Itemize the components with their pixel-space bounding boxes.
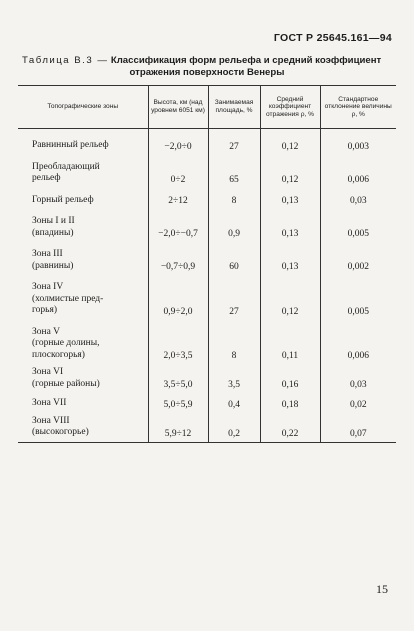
cell-height: 2,0÷3,5: [148, 320, 208, 365]
table-header-row: [18, 86, 396, 129]
table-row: [18, 320, 396, 365]
cell-reflectance: 0,11: [260, 320, 320, 365]
cell-zone-line: (впадины): [32, 227, 74, 238]
cell-zone: [18, 155, 148, 188]
cell-reflectance: 0,22: [260, 413, 320, 443]
cell-zone: [18, 129, 148, 155]
cell-stdev: 0,005: [320, 209, 396, 242]
cell-height: 3,5÷5,0: [148, 364, 208, 393]
cell-area: 3,5: [208, 364, 260, 393]
cell-reflectance: 0,12: [260, 129, 320, 155]
cell-zone-line: Зоны I и II: [32, 216, 75, 226]
cell-zone: [18, 320, 148, 365]
cell-area: 0,2: [208, 413, 260, 443]
cell-height: −0,7÷0,9: [148, 242, 208, 275]
cell-zone-line: Зона VIII: [32, 415, 70, 426]
cell-area: 27: [208, 275, 260, 320]
cell-reflectance: 0,13: [260, 242, 320, 275]
cell-zone-line: (высокогорье): [32, 427, 89, 437]
cell-reflectance: 0,16: [260, 364, 320, 393]
table-row: [18, 242, 396, 275]
cell-stdev: 0,03: [320, 188, 396, 210]
cell-zone-line: (горные районы): [32, 378, 100, 389]
table-caption-lead: Таблица В.3 —: [22, 55, 109, 66]
table-body: [18, 129, 396, 443]
cell-height: 2÷12: [148, 188, 208, 210]
cell-stdev: 0,006: [320, 320, 396, 365]
cell-zone-line: (горные долины,: [32, 338, 100, 348]
column-header-reflectance: Средний коэффициент отражения ρ, %: [260, 86, 320, 129]
cell-area: 0,4: [208, 393, 260, 413]
cell-height: −2,0÷−0,7: [148, 209, 208, 242]
cell-reflectance: 0,12: [260, 155, 320, 188]
cell-height: 5,0÷5,9: [148, 393, 208, 413]
cell-stdev: 0,005: [320, 275, 396, 320]
table-row: [18, 275, 396, 320]
cell-stdev: 0,03: [320, 364, 396, 393]
table-caption-title-line2: отражения поверхности Венеры: [129, 67, 285, 78]
cell-zone-line: Зона VI: [32, 367, 64, 377]
cell-zone-line: Зона IV: [32, 282, 64, 292]
cell-height: −2,0÷0: [148, 129, 208, 155]
table-caption: [22, 55, 392, 79]
cell-reflectance: 0,13: [260, 188, 320, 210]
cell-height: 0,9÷2,0: [148, 275, 208, 320]
cell-reflectance: 0,18: [260, 393, 320, 413]
table-row: [18, 155, 396, 188]
cell-zone-line: рельеф: [32, 173, 61, 183]
cell-area: 8: [208, 188, 260, 210]
cell-zone-line: (равнины): [32, 260, 74, 271]
cell-area: 60: [208, 242, 260, 275]
cell-stdev: 0,02: [320, 393, 396, 413]
cell-zone-line: Зона V: [32, 326, 61, 337]
cell-stdev: 0,07: [320, 413, 396, 443]
cell-zone: [18, 188, 148, 210]
cell-zone: [18, 413, 148, 443]
cell-zone: [18, 364, 148, 393]
cell-reflectance: 0,13: [260, 209, 320, 242]
table-row: [18, 413, 396, 443]
cell-zone-line: Равнинный рельеф: [32, 140, 109, 150]
relief-classification-table: [18, 85, 396, 443]
column-header-height: Высота, км (над уровнем 6051 км): [148, 86, 208, 129]
cell-zone-line: горья): [32, 305, 58, 315]
cell-reflectance: 0,12: [260, 275, 320, 320]
column-header-zone: Топографические зоны: [18, 86, 148, 129]
table-row: [18, 209, 396, 242]
cell-zone: [18, 393, 148, 413]
document-header: ГОСТ Р 25645.161—94: [273, 32, 392, 44]
table-row: [18, 129, 396, 155]
cell-zone: [18, 275, 148, 320]
cell-zone-line: Зона VII: [32, 398, 67, 408]
cell-area: 8: [208, 320, 260, 365]
column-header-area: Занимаемая площадь, %: [208, 86, 260, 129]
cell-area: 65: [208, 155, 260, 188]
table-row: [18, 364, 396, 393]
cell-height: 5,9÷12: [148, 413, 208, 443]
table-row: [18, 393, 396, 413]
cell-zone-line: плоскогорья): [32, 349, 85, 360]
cell-height: 0÷2: [148, 155, 208, 188]
table-row: [18, 188, 396, 210]
page-number: 15: [376, 582, 388, 596]
cell-zone-line: Преобладающий: [32, 161, 100, 172]
cell-area: 27: [208, 129, 260, 155]
column-header-stdev: Стандартное отклонение величины ρ, %: [320, 86, 396, 129]
cell-stdev: 0,002: [320, 242, 396, 275]
cell-zone-line: Горный рельеф: [32, 194, 94, 205]
cell-zone: [18, 242, 148, 275]
cell-stdev: 0,006: [320, 155, 396, 188]
cell-area: 0,9: [208, 209, 260, 242]
cell-zone: [18, 209, 148, 242]
cell-stdev: 0,003: [320, 129, 396, 155]
table-caption-title-line1: Классификация форм рельефа и средний коэффициент: [110, 55, 382, 66]
cell-zone-line: (холмистые пред-: [32, 293, 104, 304]
cell-zone-line: Зона III: [32, 249, 63, 259]
